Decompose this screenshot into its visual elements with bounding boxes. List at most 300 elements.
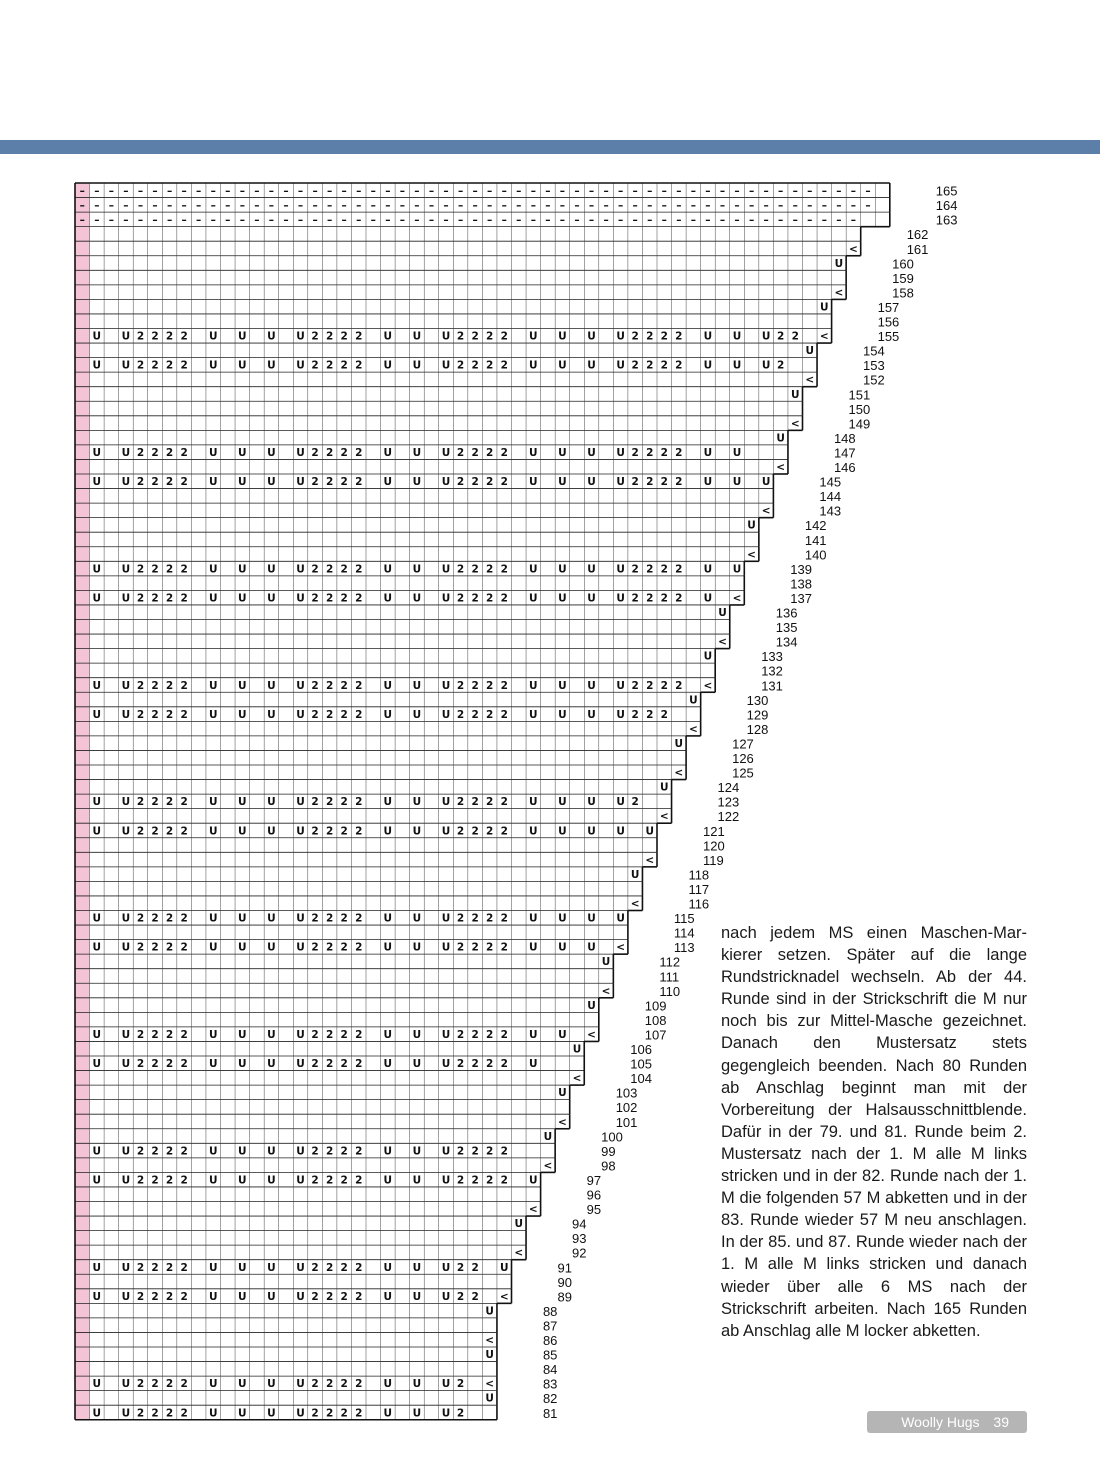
yarn-over-symbol: U: [208, 1145, 218, 1158]
double-decrease-symbol: 2: [456, 912, 465, 925]
yarn-over-symbol: U: [267, 1290, 276, 1303]
yarn-over-symbol: U: [208, 563, 218, 576]
double-decrease-symbol: 2: [165, 359, 174, 372]
double-decrease-symbol: 2: [151, 1378, 159, 1391]
yarn-over-symbol: U: [412, 1407, 422, 1420]
purl-symbol: –: [690, 214, 696, 227]
yarn-over-symbol: U: [383, 796, 393, 809]
yarn-over-symbol: U: [296, 796, 305, 809]
row-number: 149: [848, 416, 871, 432]
yarn-over-symbol: U: [383, 1290, 393, 1303]
double-decrease-symbol: 2: [136, 1174, 145, 1187]
purl-symbol: –: [487, 214, 493, 227]
double-decrease-symbol: 2: [355, 1290, 363, 1303]
yarn-over-symbol: U: [703, 330, 713, 343]
yarn-over-symbol: U: [441, 359, 451, 372]
double-decrease-symbol: 2: [180, 825, 188, 838]
purl-symbol: –: [341, 185, 347, 198]
purl-symbol: –: [850, 185, 857, 198]
double-decrease-symbol: 2: [180, 796, 188, 809]
purl-symbol: –: [632, 199, 638, 212]
double-decrease-symbol: 2: [325, 912, 334, 925]
yarn-over-symbol: U: [412, 912, 422, 925]
purl-symbol: –: [341, 199, 347, 212]
yarn-over-symbol: U: [383, 941, 393, 954]
yarn-over-symbol: U: [238, 912, 247, 925]
yarn-over-symbol: U: [92, 330, 102, 343]
yarn-over-symbol: U: [529, 359, 538, 372]
double-decrease-symbol: 2: [311, 679, 319, 692]
purl-symbol: –: [283, 214, 289, 227]
double-decrease-symbol: 2: [151, 476, 159, 489]
purl-symbol: –: [705, 185, 711, 198]
yarn-over-symbol: U: [529, 563, 538, 576]
purl-symbol: –: [501, 185, 507, 198]
double-decrease-symbol: 2: [325, 563, 334, 576]
double-decrease-symbol: 2: [340, 1058, 348, 1071]
purl-symbol: –: [297, 199, 304, 212]
yarn-over-symbol: U: [441, 330, 451, 343]
purl-symbol: –: [705, 199, 711, 212]
purl-symbol: –: [414, 185, 420, 198]
yarn-over-symbol: U: [92, 1378, 102, 1391]
decrease-symbol: <: [543, 1159, 553, 1172]
yarn-over-symbol: U: [296, 1290, 305, 1303]
double-decrease-symbol: 2: [471, 592, 479, 605]
yarn-over-symbol: U: [441, 708, 451, 721]
double-decrease-symbol: 2: [486, 476, 494, 489]
row-number: 105: [630, 1056, 652, 1072]
double-decrease-symbol: 2: [355, 825, 363, 838]
purl-symbol: –: [457, 185, 464, 198]
row-number: 92: [572, 1245, 587, 1261]
yarn-over-symbol: U: [238, 1290, 247, 1303]
row-number: 147: [833, 445, 856, 461]
purl-symbol: –: [647, 185, 653, 198]
row-number: 116: [688, 896, 710, 912]
row-number: 124: [717, 780, 740, 796]
decrease-symbol: <: [703, 679, 713, 692]
purl-symbol: –: [487, 199, 493, 212]
double-decrease-symbol: 2: [151, 1407, 159, 1420]
purl-symbol: –: [690, 185, 696, 198]
double-decrease-symbol: 2: [355, 476, 363, 489]
row-number: 143: [819, 503, 842, 519]
purl-symbol: –: [618, 199, 624, 212]
double-decrease-symbol: 2: [646, 708, 654, 721]
double-decrease-symbol: 2: [471, 708, 479, 721]
double-decrease-symbol: 2: [311, 1174, 319, 1187]
row-number: 107: [644, 1027, 667, 1043]
yarn-over-symbol: U: [616, 476, 625, 489]
yarn-over-symbol: U: [296, 1174, 305, 1187]
decrease-symbol: <: [718, 636, 727, 649]
purl-symbol: –: [443, 199, 449, 212]
double-decrease-symbol: 2: [136, 825, 145, 838]
yarn-over-symbol: U: [267, 825, 276, 838]
double-decrease-symbol: 2: [165, 708, 174, 721]
double-decrease-symbol: 2: [675, 476, 683, 489]
purl-symbol: –: [792, 214, 798, 227]
decrease-symbol: <: [805, 374, 815, 387]
row-number: 119: [703, 852, 724, 868]
yarn-over-symbol: U: [121, 1261, 131, 1274]
purl-symbol: –: [94, 199, 100, 212]
yarn-over-symbol: U: [441, 476, 451, 489]
double-decrease-symbol: 2: [311, 1407, 319, 1420]
purl-symbol: –: [283, 199, 289, 212]
double-decrease-symbol: 2: [180, 1261, 188, 1274]
double-decrease-symbol: 2: [631, 708, 639, 721]
double-decrease-symbol: 2: [355, 1058, 363, 1071]
purl-symbol: –: [108, 214, 114, 227]
purl-symbol: –: [647, 214, 653, 227]
double-decrease-symbol: 2: [311, 330, 319, 343]
purl-symbol: –: [676, 185, 682, 198]
yarn-over-symbol: U: [689, 694, 698, 707]
yarn-over-symbol: U: [238, 1378, 247, 1391]
row-number: 86: [542, 1333, 558, 1348]
double-decrease-symbol: 2: [500, 708, 508, 721]
double-decrease-symbol: 2: [340, 825, 348, 838]
double-decrease-symbol: 2: [325, 592, 334, 605]
decrease-symbol: <: [514, 1247, 524, 1260]
yarn-over-symbol: U: [208, 1261, 218, 1274]
yarn-over-symbol: U: [238, 563, 247, 576]
double-decrease-symbol: 2: [340, 592, 348, 605]
double-decrease-symbol: 2: [311, 359, 319, 372]
yarn-over-symbol: U: [383, 359, 393, 372]
double-decrease-symbol: 2: [151, 446, 159, 459]
double-decrease-symbol: 2: [151, 708, 159, 721]
row-number: 158: [892, 285, 914, 301]
yarn-over-symbol: U: [296, 592, 305, 605]
yarn-over-symbol: U: [558, 476, 567, 489]
yarn-over-symbol: U: [383, 1145, 393, 1158]
double-decrease-symbol: 2: [500, 563, 508, 576]
yarn-over-symbol: U: [412, 825, 422, 838]
yarn-over-symbol: U: [412, 1058, 422, 1071]
yarn-over-symbol: U: [616, 592, 625, 605]
double-decrease-symbol: 2: [660, 330, 668, 343]
double-decrease-symbol: 2: [486, 708, 494, 721]
double-decrease-symbol: 2: [486, 1028, 494, 1041]
yarn-over-symbol: U: [529, 912, 538, 925]
double-decrease-symbol: 2: [165, 1058, 174, 1071]
yarn-over-symbol: U: [558, 679, 567, 692]
purl-symbol: –: [676, 214, 682, 227]
row-number: 85: [542, 1347, 558, 1363]
yarn-over-symbol: U: [296, 446, 305, 459]
double-decrease-symbol: 2: [486, 446, 494, 459]
purl-symbol: –: [123, 214, 129, 227]
yarn-over-symbol: U: [208, 825, 218, 838]
purl-symbol: –: [545, 185, 551, 198]
double-decrease-symbol: 2: [165, 1145, 174, 1158]
yarn-over-symbol: U: [529, 476, 538, 489]
purl-symbol: –: [356, 214, 362, 227]
purl-symbol: –: [210, 199, 216, 212]
double-decrease-symbol: 2: [340, 446, 348, 459]
purl-symbol: –: [647, 199, 653, 212]
row-number: 111: [659, 969, 680, 985]
double-decrease-symbol: 2: [456, 1028, 465, 1041]
decrease-symbol: <: [645, 854, 655, 867]
purl-symbol: –: [763, 199, 769, 212]
yarn-over-symbol: U: [703, 476, 713, 489]
yarn-over-symbol: U: [587, 359, 596, 372]
yarn-over-symbol: U: [92, 825, 102, 838]
purl-symbol: –: [850, 199, 857, 212]
double-decrease-symbol: 2: [486, 912, 494, 925]
double-decrease-symbol: 2: [471, 446, 479, 459]
row-number: 89: [557, 1289, 572, 1305]
row-number: 137: [790, 590, 813, 606]
purl-symbol: –: [79, 199, 85, 212]
purl-symbol: –: [748, 185, 755, 198]
yarn-over-symbol: U: [761, 359, 771, 372]
double-decrease-symbol: 2: [136, 708, 145, 721]
double-decrease-symbol: 2: [136, 1378, 145, 1391]
purl-symbol: –: [516, 214, 522, 227]
row-number: 108: [644, 1012, 667, 1028]
double-decrease-symbol: 2: [165, 592, 174, 605]
purl-symbol: –: [457, 214, 464, 227]
double-decrease-symbol: 2: [646, 679, 654, 692]
double-decrease-symbol: 2: [777, 330, 785, 343]
purl-symbol: –: [181, 214, 187, 227]
double-decrease-symbol: 2: [165, 1290, 174, 1303]
yarn-over-symbol: U: [92, 708, 102, 721]
yarn-over-symbol: U: [121, 941, 131, 954]
decrease-symbol: <: [630, 898, 640, 910]
double-decrease-symbol: 2: [311, 912, 319, 925]
yarn-over-symbol: U: [820, 301, 829, 314]
purl-symbol: –: [181, 185, 187, 198]
yarn-over-symbol: U: [645, 825, 654, 838]
double-decrease-symbol: 2: [180, 592, 188, 605]
yarn-over-symbol: U: [92, 1058, 102, 1071]
purl-symbol: –: [443, 185, 449, 198]
yarn-over-symbol: U: [296, 941, 305, 954]
purl-symbol: –: [574, 214, 580, 227]
yarn-over-symbol: U: [441, 592, 451, 605]
row-number: 102: [615, 1100, 638, 1116]
yarn-over-symbol: U: [529, 679, 538, 692]
purl-symbol: –: [836, 199, 842, 212]
purl-symbol: –: [719, 214, 726, 227]
purl-symbol: –: [297, 185, 304, 198]
row-number: 160: [892, 256, 914, 272]
double-decrease-symbol: 2: [311, 825, 319, 838]
double-decrease-symbol: 2: [471, 1290, 479, 1303]
yarn-over-symbol: U: [92, 446, 102, 459]
yarn-over-symbol: U: [485, 1392, 494, 1405]
yarn-over-symbol: U: [208, 476, 218, 489]
yarn-over-symbol: U: [296, 1261, 305, 1274]
double-decrease-symbol: 2: [355, 592, 363, 605]
yarn-over-symbol: U: [383, 1028, 393, 1041]
yarn-over-symbol: U: [208, 1378, 218, 1391]
double-decrease-symbol: 2: [456, 825, 465, 838]
double-decrease-symbol: 2: [136, 679, 145, 692]
double-decrease-symbol: 2: [500, 912, 508, 925]
purl-symbol: –: [763, 214, 769, 227]
yarn-over-symbol: U: [267, 1407, 276, 1420]
yarn-over-symbol: U: [441, 941, 451, 954]
purl-symbol: –: [618, 214, 624, 227]
double-decrease-symbol: 2: [151, 592, 159, 605]
yarn-over-symbol: U: [92, 1290, 102, 1303]
double-decrease-symbol: 2: [325, 1290, 334, 1303]
yarn-over-symbol: U: [412, 446, 422, 459]
yarn-over-symbol: U: [296, 1378, 305, 1391]
yarn-over-symbol: U: [383, 330, 393, 343]
purl-symbol: –: [457, 199, 464, 212]
yarn-over-symbol: U: [267, 1261, 276, 1274]
double-decrease-symbol: 2: [355, 679, 363, 692]
purl-symbol: –: [239, 214, 245, 227]
double-decrease-symbol: 2: [500, 476, 508, 489]
purl-symbol: –: [385, 185, 391, 198]
row-number: 128: [746, 721, 769, 737]
row-number: 161: [906, 241, 929, 257]
double-decrease-symbol: 2: [471, 1058, 479, 1071]
yarn-over-symbol: U: [587, 825, 596, 838]
double-decrease-symbol: 2: [180, 1407, 188, 1420]
double-decrease-symbol: 2: [340, 912, 348, 925]
row-number: 133: [761, 649, 783, 665]
yarn-over-symbol: U: [412, 708, 422, 721]
double-decrease-symbol: 2: [311, 446, 319, 459]
double-decrease-symbol: 2: [311, 1028, 319, 1041]
double-decrease-symbol: 2: [471, 825, 479, 838]
purl-symbol: –: [166, 199, 173, 212]
yarn-over-symbol: U: [383, 1058, 393, 1071]
row-number: 101: [615, 1114, 638, 1130]
double-decrease-symbol: 2: [646, 330, 654, 343]
double-decrease-symbol: 2: [325, 1407, 334, 1420]
double-decrease-symbol: 2: [180, 912, 188, 925]
yarn-over-symbol: U: [238, 941, 247, 954]
row-number: 159: [892, 270, 914, 286]
double-decrease-symbol: 2: [165, 446, 174, 459]
yarn-over-symbol: U: [558, 1028, 567, 1041]
double-decrease-symbol: 2: [471, 476, 479, 489]
double-decrease-symbol: 2: [136, 1058, 145, 1071]
purl-symbol: –: [748, 214, 755, 227]
row-number: 141: [804, 532, 827, 548]
row-number: 144: [819, 489, 842, 505]
yarn-over-symbol: U: [558, 446, 567, 459]
yarn-over-symbol: U: [412, 1261, 422, 1274]
double-decrease-symbol: 2: [165, 912, 174, 925]
double-decrease-symbol: 2: [325, 941, 334, 954]
yarn-over-symbol: U: [732, 563, 742, 576]
yarn-over-symbol: U: [267, 796, 276, 809]
yarn-over-symbol: U: [208, 1407, 218, 1420]
purl-symbol: –: [341, 214, 347, 227]
row-number: 122: [717, 809, 740, 825]
yarn-over-symbol: U: [529, 825, 538, 838]
yarn-over-symbol: U: [441, 796, 451, 809]
purl-symbol: –: [166, 214, 173, 227]
decrease-symbol: <: [558, 1116, 567, 1129]
double-decrease-symbol: 2: [631, 476, 639, 489]
double-decrease-symbol: 2: [340, 1145, 348, 1158]
double-decrease-symbol: 2: [500, 330, 508, 343]
double-decrease-symbol: 2: [136, 796, 145, 809]
purl-symbol: –: [719, 199, 726, 212]
row-number: 139: [790, 561, 813, 577]
row-number: 94: [572, 1216, 587, 1232]
purl-symbol: –: [370, 199, 376, 212]
double-decrease-symbol: 2: [311, 708, 319, 721]
double-decrease-symbol: 2: [675, 679, 683, 692]
yarn-over-symbol: U: [208, 708, 218, 721]
double-decrease-symbol: 2: [325, 1145, 334, 1158]
yarn-over-symbol: U: [572, 1043, 582, 1056]
purl-symbol: –: [225, 199, 231, 212]
yarn-over-symbol: U: [441, 912, 451, 925]
yarn-over-symbol: U: [238, 1261, 247, 1274]
yarn-over-symbol: U: [383, 708, 393, 721]
yarn-over-symbol: U: [296, 476, 305, 489]
yarn-over-symbol: U: [121, 1174, 131, 1187]
yarn-over-symbol: U: [383, 679, 393, 692]
double-decrease-symbol: 2: [325, 446, 334, 459]
yarn-over-symbol: U: [558, 359, 567, 372]
yarn-over-symbol: U: [412, 359, 422, 372]
double-decrease-symbol: 2: [180, 1145, 188, 1158]
purl-symbol: –: [210, 185, 216, 198]
double-decrease-symbol: 2: [311, 1261, 319, 1274]
purl-symbol: –: [152, 214, 158, 227]
double-decrease-symbol: 2: [355, 330, 363, 343]
purl-symbol: –: [166, 185, 173, 198]
yarn-over-symbol: U: [296, 708, 305, 721]
purl-symbol: –: [472, 199, 478, 212]
double-decrease-symbol: 2: [486, 1058, 494, 1071]
yarn-over-symbol: U: [529, 446, 538, 459]
double-decrease-symbol: 2: [325, 796, 334, 809]
double-decrease-symbol: 2: [355, 1028, 363, 1041]
yarn-over-symbol: U: [238, 679, 247, 692]
purl-symbol: –: [748, 199, 755, 212]
yarn-over-symbol: U: [761, 330, 771, 343]
purl-symbol: –: [137, 199, 144, 212]
yarn-over-symbol: U: [208, 912, 218, 925]
yarn-over-symbol: U: [703, 592, 713, 605]
purl-symbol: –: [268, 185, 275, 198]
yarn-over-symbol: U: [267, 1378, 276, 1391]
yarn-over-symbol: U: [121, 708, 131, 721]
yarn-over-symbol: U: [412, 330, 422, 343]
double-decrease-symbol: 2: [675, 563, 683, 576]
purl-symbol: –: [778, 214, 784, 227]
purl-symbol: –: [356, 185, 362, 198]
yarn-over-symbol: U: [441, 563, 451, 576]
decrease-symbol: <: [485, 1334, 495, 1347]
double-decrease-symbol: 2: [151, 825, 159, 838]
page-footer: [867, 1411, 1027, 1433]
yarn-over-symbol: U: [267, 563, 276, 576]
row-number: 93: [572, 1231, 587, 1247]
double-decrease-symbol: 2: [486, 941, 494, 954]
double-decrease-symbol: 2: [500, 796, 508, 809]
yarn-over-symbol: U: [485, 1349, 494, 1362]
yarn-over-symbol: U: [558, 825, 567, 838]
